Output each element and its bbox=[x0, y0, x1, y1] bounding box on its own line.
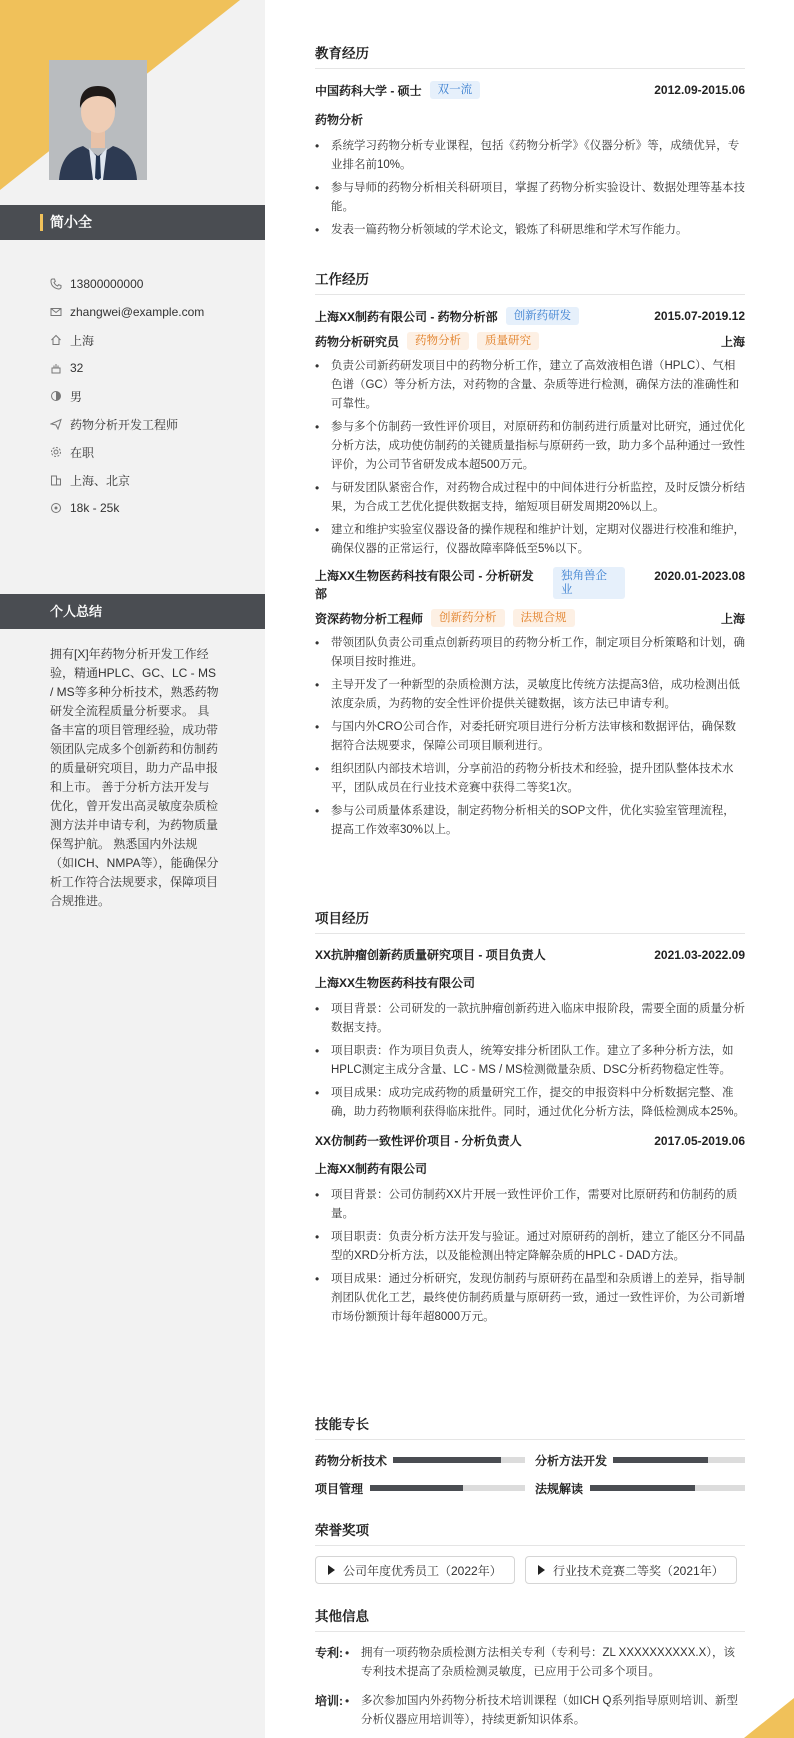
city-row bbox=[50, 326, 260, 354]
list-item: • 与国内外CRO公司合作，对委托研究项目进行分析方法审核和数据评估，确保数据符合法规要求，保障公司项目顺利进行。 bbox=[315, 718, 745, 756]
list-item: • 项目背景：公司仿制药XX片开展一致性评价工作，需要对比原研药和仿制药的质量。 bbox=[315, 1186, 745, 1224]
work-section bbox=[315, 268, 745, 844]
list-item: • 拥有一项药物杂质检测方法相关专利（专利号：ZL XXXXXXXXXX.X），该专利技术提高了杂质检测灵敏度，已应用于公司多个项目。 bbox=[345, 1644, 745, 1682]
skill-tag: 药物分析 bbox=[407, 332, 469, 350]
salary-row bbox=[50, 494, 260, 522]
name-accent bbox=[40, 214, 43, 231]
education-section bbox=[315, 42, 745, 244]
company-tag: 创新药研发 bbox=[506, 307, 580, 325]
list-item: • 项目职责：负责分析方法开发与验证。通过对原研药的剖析，建立了能区分不同晶型的XRD分析方法，以及能检测出特定降解杂质的HPLC - DAD方法。 bbox=[315, 1228, 745, 1266]
skill-name: 法规解读 bbox=[535, 1481, 584, 1496]
coin-icon bbox=[50, 502, 62, 514]
other-label: 培训: bbox=[315, 1694, 343, 1708]
phone-row bbox=[50, 270, 260, 298]
project-entry bbox=[315, 1132, 745, 1327]
awards-section bbox=[315, 1519, 745, 1584]
status-text: 在职 bbox=[70, 445, 95, 460]
skill-bar bbox=[613, 1457, 745, 1463]
skill-bar-fill bbox=[370, 1485, 463, 1491]
contact-info-list bbox=[50, 270, 260, 522]
gender-text: 男 bbox=[70, 389, 83, 404]
job-text: 药物分析开发工程师 bbox=[70, 417, 179, 432]
job-date: 2020.01-2023.08 bbox=[654, 569, 745, 583]
skill-item bbox=[535, 1446, 745, 1474]
job-entry bbox=[315, 567, 745, 840]
award-item bbox=[315, 1556, 515, 1584]
list-item: • 与研发团队紧密合作，对药物合成过程中的中间体进行分析监控，及时反馈分析结果，为合成工艺优化提供数据支持，缩短项目研发周期20%以上。 bbox=[315, 479, 745, 517]
email-row bbox=[50, 298, 260, 326]
awards-list bbox=[315, 1556, 745, 1584]
skill-bar-fill bbox=[393, 1457, 501, 1463]
list-item: • 项目成果：成功完成药物的质量研究工作，提交的申报资料中分析数据完整、准确，助力药物顺利获得临床批件。同时，通过优化分析方法，降低检测成本25%。 bbox=[315, 1084, 745, 1122]
other-bullets bbox=[345, 1644, 745, 1686]
school-name: 中国药科大学 - 硕士 bbox=[315, 83, 422, 98]
major: 药物分析 bbox=[315, 113, 364, 127]
list-item: • 参与导师的药物分析相关科研项目，掌握了药物分析实验设计、数据处理等基本技能。 bbox=[315, 179, 745, 217]
skill-item bbox=[315, 1446, 535, 1474]
work-title: 工作经历 bbox=[315, 268, 745, 295]
skills-section bbox=[315, 1413, 745, 1502]
corner-decoration-bottom bbox=[744, 1698, 794, 1738]
age-text: 32 bbox=[70, 361, 84, 375]
summary-bar bbox=[0, 594, 265, 629]
position-title: 资深药物分析工程师 bbox=[315, 611, 424, 626]
skill-tag: 法规合规 bbox=[513, 609, 575, 627]
job-header bbox=[315, 567, 745, 603]
list-item: • 建立和维护实验室仪器设备的操作规程和维护计划，定期对仪器进行校准和维护，确保仪器的正常运行，仪器故障率降低至5%以下。 bbox=[315, 521, 745, 559]
projects-title: 项目经历 bbox=[315, 907, 745, 934]
skills-grid bbox=[315, 1446, 745, 1502]
job-position-row bbox=[315, 609, 745, 627]
salary-text: 18k - 25k bbox=[70, 501, 120, 515]
skill-bar bbox=[370, 1485, 525, 1491]
job-bullets bbox=[315, 634, 745, 840]
list-item: • 发表一篇药物分析领域的学术论文，锻炼了科研思维和学术写作能力。 bbox=[315, 221, 745, 240]
award-label: 公司年度优秀员工（2022年） bbox=[343, 1563, 502, 1578]
job-row bbox=[50, 410, 260, 438]
cake-icon bbox=[50, 362, 62, 374]
avatar bbox=[49, 60, 147, 180]
education-date: 2012.09-2015.06 bbox=[654, 83, 745, 97]
city-text: 上海 bbox=[70, 333, 95, 348]
sidebar bbox=[0, 0, 265, 1738]
skills-title: 技能专长 bbox=[315, 1413, 745, 1440]
project-header bbox=[315, 1132, 745, 1149]
age-row bbox=[50, 354, 260, 382]
position-title: 药物分析研究员 bbox=[315, 334, 400, 349]
company-name: 上海XX生物医药科技有限公司 - 分析研发部 bbox=[315, 569, 534, 601]
skill-bar-fill bbox=[613, 1457, 708, 1463]
project-company: 上海XX制药有限公司 bbox=[315, 1162, 428, 1176]
projects-section bbox=[315, 907, 745, 1331]
education-title: 教育经历 bbox=[315, 42, 745, 69]
skill-tag: 质量研究 bbox=[477, 332, 539, 350]
project-header bbox=[315, 946, 745, 963]
phone-text: 13800000000 bbox=[70, 277, 144, 291]
skill-bar bbox=[590, 1485, 745, 1491]
list-item: • 参与公司质量体系建设，制定药物分析相关的SOP文件，优化实验室管理流程，提高工作效率30%以上。 bbox=[315, 802, 745, 840]
building-icon bbox=[50, 474, 62, 486]
other-title: 其他信息 bbox=[315, 1605, 745, 1632]
other-bullets bbox=[345, 1692, 745, 1734]
project-company: 上海XX生物医药科技有限公司 bbox=[315, 976, 476, 990]
job-date: 2015.07-2019.12 bbox=[654, 309, 745, 323]
email-text: zhangwei@example.com bbox=[70, 305, 205, 319]
other-label: 专利: bbox=[315, 1646, 343, 1660]
job-location: 上海 bbox=[720, 334, 745, 349]
list-item: • 系统学习药物分析专业课程，包括《药物分析学》《仪器分析》等，成绩优异，专业排名前10%。 bbox=[315, 137, 745, 175]
gear-icon bbox=[50, 446, 62, 458]
project-name: XX抗肿瘤创新药质量研究项目 - 项目负责人 bbox=[315, 948, 546, 962]
list-item: • 组织团队内部技术培训，分享前沿的药物分析技术和经验，提升团队整体技术水平，团队成员在行业技术竞赛中获得二等奖1次。 bbox=[315, 760, 745, 798]
job-location: 上海 bbox=[720, 611, 745, 626]
name-bar bbox=[0, 205, 265, 240]
skill-bar-fill bbox=[590, 1485, 695, 1491]
school-tag: 双一流 bbox=[430, 81, 481, 99]
other-item bbox=[315, 1692, 745, 1734]
project-bullets bbox=[315, 1000, 745, 1122]
list-item: • 项目职责：作为项目负责人，统筹安排分析团队工作。建立了多种分析方法，如HPLC测定主成分含量、LC - MS / MS检测微量杂质、DSC分析药物稳定性等。 bbox=[315, 1042, 745, 1080]
project-entry bbox=[315, 946, 745, 1122]
triangle-icon bbox=[538, 1565, 545, 1575]
list-item: • 多次参加国内外药物分析技术培训课程（如ICH Q系列指导原则培训、新型分析仪器应用培训等），持续更新知识体系。 bbox=[345, 1692, 745, 1730]
project-name: XX仿制药一致性评价项目 - 分析负责人 bbox=[315, 1134, 522, 1148]
list-item: • 项目背景：公司研发的一款抗肿瘤创新药进入临床申报阶段，需要全面的质量分析数据支持。 bbox=[315, 1000, 745, 1038]
skill-bar bbox=[393, 1457, 525, 1463]
list-item: • 主导开发了一种新型的杂质检测方法，灵敏度比传统方法提高3倍，成功检测出低浓度杂质，为药物的安全性评价提供关键数据，该方法已申请专利。 bbox=[315, 676, 745, 714]
triangle-icon bbox=[328, 1565, 335, 1575]
target-city-row bbox=[50, 466, 260, 494]
award-label: 行业技术竞赛二等奖（2021年） bbox=[553, 1563, 724, 1578]
list-item: • 项目成果：通过分析研究，发现仿制药与原研药在晶型和杂质谱上的差异，指导制剂团队优化工艺，最终使仿制药质量与原研药一致，通过一致性评价，为公司新增市场份额预计每年超8000万元。 bbox=[315, 1270, 745, 1327]
summary-text: 拥有[X]年药物分析开发工作经验，精通HPLC、GC、LC - MS / MS等多种分析技术，熟悉药物研发全流程质量分析要求。 具备丰富的项目管理经验，成功带领团队完成多个创新药和仿制药的质量研究项目，助力产品申报和上市。 善于分析方法开发与优化，曾开发出高灵敏度杂质检测方法并申请专利，为药物质量保驾护航。 熟悉国内外法规（如ICH、NMPA等），能确保分析工作符合法规要求，保障项目合规推进。 bbox=[50, 647, 219, 908]
home-icon bbox=[50, 334, 62, 346]
status-row bbox=[50, 438, 260, 466]
project-bullets bbox=[315, 1186, 745, 1327]
skill-name: 药物分析技术 bbox=[315, 1453, 388, 1468]
other-section bbox=[315, 1605, 745, 1734]
email-icon bbox=[50, 306, 62, 318]
target-city-text: 上海、北京 bbox=[70, 473, 131, 488]
list-item: • 负责公司新药研发项目中的药物分析工作，建立了高效液相色谱（HPLC）、气相色谱（GC）等分析方法，对药物的含量、杂质等进行检测，确保方法的准确性和可靠性。 bbox=[315, 357, 745, 414]
award-item bbox=[525, 1556, 737, 1584]
list-item: • 带领团队负责公司重点创新药项目的药物分析工作，制定项目分析策略和计划，确保项目按时推进。 bbox=[315, 634, 745, 672]
company-tag: 独角兽企业 bbox=[553, 567, 625, 599]
skill-item bbox=[535, 1474, 745, 1502]
education-header bbox=[315, 81, 745, 99]
other-item bbox=[315, 1644, 745, 1686]
candidate-name: 简小全 bbox=[50, 214, 92, 230]
skill-tag: 创新药分析 bbox=[431, 609, 505, 627]
education-bullets bbox=[315, 137, 745, 240]
job-bullets bbox=[315, 357, 745, 559]
gender-icon bbox=[50, 390, 62, 402]
skill-name: 分析方法开发 bbox=[535, 1453, 608, 1468]
company-name: 上海XX制药有限公司 - 药物分析部 bbox=[315, 309, 498, 324]
job-entry bbox=[315, 307, 745, 559]
phone-icon bbox=[50, 278, 62, 290]
job-header bbox=[315, 307, 745, 325]
skill-item bbox=[315, 1474, 535, 1502]
summary-title: 个人总结 bbox=[50, 604, 103, 619]
list-item: • 参与多个仿制药一致性评价项目，对原研药和仿制药进行质量对比研究，通过优化分析方法，成功使仿制药的关键质量指标与原研药一致，助力多个品种通过一致性评价，为公司节省研发成本超500万元。 bbox=[315, 418, 745, 475]
project-date: 2017.05-2019.06 bbox=[654, 1133, 745, 1148]
awards-title: 荣誉奖项 bbox=[315, 1519, 745, 1546]
project-date: 2021.03-2022.09 bbox=[654, 947, 745, 962]
skill-name: 项目管理 bbox=[315, 1481, 364, 1496]
job-position-row bbox=[315, 332, 745, 350]
gender-row bbox=[50, 382, 260, 410]
send-icon bbox=[50, 418, 62, 430]
